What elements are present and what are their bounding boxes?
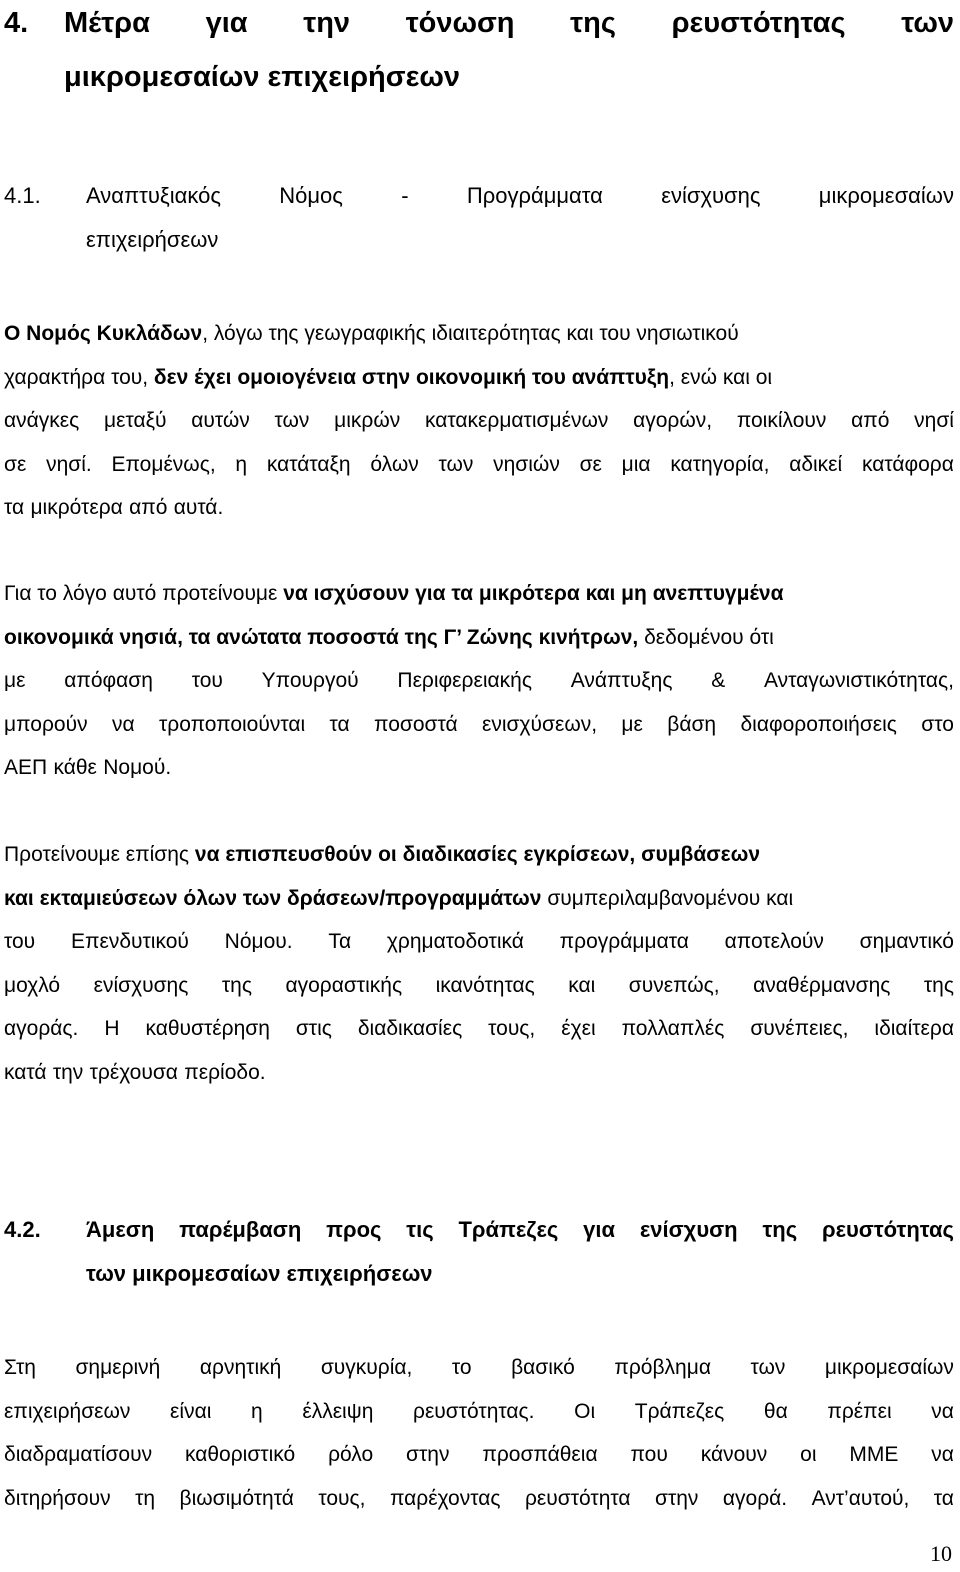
word: απόφαση (64, 669, 153, 692)
word: τους, (488, 1017, 536, 1040)
paragraph-line (4, 703, 954, 747)
word: στο (921, 712, 954, 736)
word: συνεπώς, (628, 973, 720, 997)
word: του (4, 930, 36, 953)
section-title-line-2: μικρομεσαίων επιχειρήσεων (64, 61, 460, 93)
paragraph-line (4, 920, 954, 964)
word: σημερινή (75, 1356, 161, 1379)
word: αγορά. (722, 1486, 788, 1510)
word: με (4, 669, 26, 692)
section-4-1-heading (4, 174, 954, 262)
paragraph-1 (4, 312, 954, 530)
word: προγράμματα (559, 930, 689, 953)
word: Νόμου. (224, 930, 293, 953)
word: μικρών (334, 409, 401, 432)
paragraph-line: και εκταμιεύσεων όλων των δράσεων/προγραμμάτων συμπεριλαμβανομένου και (4, 886, 794, 910)
word: τρέχουσα (89, 1060, 178, 1084)
word: στις (295, 1017, 332, 1040)
word: διαφοροποιήσεις (740, 712, 897, 736)
word: την (52, 1060, 84, 1084)
word: έλλειψη (302, 1399, 374, 1423)
word: Υπουργού (261, 669, 359, 692)
word: να (111, 712, 135, 736)
section-4-2-heading (4, 1208, 954, 1296)
word: κατάταξη (266, 452, 351, 476)
paragraph-2 (4, 572, 954, 790)
word: έχει (561, 1017, 596, 1040)
word: κατηγορία, (670, 452, 770, 476)
word: σημαντικό (859, 930, 954, 953)
word: αποτελούν (724, 930, 824, 953)
word: στην (654, 1486, 699, 1510)
word: αγοράς. (4, 1017, 79, 1040)
word: θα (763, 1399, 788, 1423)
word: περίοδο. (184, 1060, 266, 1084)
word: μοχλό (4, 973, 61, 997)
word: που (630, 1443, 668, 1466)
paragraph-line: χαρακτήρα του, δεν έχει ομοιογένεια στην οικονομική του ανάπτυξη, ενώ και οι (4, 365, 773, 389)
word: με (621, 712, 643, 736)
word: καθυστέρηση (145, 1017, 270, 1040)
word: ενίσχυσης (93, 973, 189, 997)
paragraph-line: Προτείνουμε επίσης να επισπευσθούν οι διαδικασίες εγκρίσεων, συμβάσεων (4, 843, 761, 866)
word: προσπάθεια (482, 1443, 598, 1466)
word: ρευστότητας. (413, 1399, 535, 1423)
paragraph-3 (4, 833, 954, 1094)
word: των (274, 409, 310, 432)
word: Τα (328, 930, 352, 953)
word: συνέπειες, (750, 1017, 849, 1040)
word: Στη (4, 1356, 36, 1379)
word: στην (406, 1443, 450, 1466)
word: πρόβλημα (614, 1356, 711, 1379)
word: μικρότερα (30, 496, 123, 519)
word: ανάγκες (4, 409, 80, 432)
word: & (711, 669, 726, 692)
word: ρόλο (328, 1443, 374, 1466)
word: η (235, 452, 248, 476)
subsection-number: 4.1. (4, 183, 41, 208)
word: Η (104, 1017, 120, 1040)
paragraph-line (4, 1007, 954, 1051)
word: όλων (370, 452, 419, 476)
paragraph-line (4, 659, 954, 703)
word: διαδικασίες (357, 1017, 463, 1040)
word: η (251, 1399, 263, 1423)
word: Περιφερειακής (397, 669, 532, 692)
word: και (568, 973, 596, 997)
section-4-heading (4, 0, 954, 104)
word: ενισχύσεων, (482, 712, 598, 736)
word: των (750, 1356, 786, 1379)
word: μια (621, 452, 651, 476)
word: είναι (170, 1399, 212, 1423)
word: της (923, 973, 954, 997)
paragraph-line (4, 399, 954, 443)
word: τα (4, 496, 25, 519)
word: χρηματοδοτικά (386, 930, 524, 953)
word: σε (4, 452, 27, 476)
word: οι (800, 1443, 817, 1466)
section-number: 4. (4, 7, 29, 39)
word: του (191, 669, 223, 692)
word: κατάφορα (861, 452, 954, 476)
paragraph-line: Ο Νομός Κυκλάδων, λόγω της γεωγραφικής ιδιαιτερότητας και του νησιωτικού (4, 322, 739, 345)
subsection-title-line-2: των μικρομεσαίων επιχειρήσεων (86, 1261, 433, 1286)
word: Επομένως, (111, 452, 216, 476)
word: το (451, 1356, 472, 1379)
word: βασικό (511, 1356, 575, 1379)
subsection-number: 4.2. (4, 1217, 41, 1242)
paragraph-line (4, 486, 954, 530)
word: ΑΕΠ (4, 756, 48, 779)
word: Αντ’αυτού, (811, 1486, 910, 1510)
word: σε (579, 452, 602, 476)
page-number: 10 (930, 1541, 952, 1566)
subsection-title-line-1: Άμεση παρέμβαση προς τις Τράπεζες για ενίσχυση της ρευστότητας (86, 1217, 954, 1242)
word: διτηρήσουν (4, 1486, 111, 1510)
word: παρέχοντας (389, 1486, 501, 1510)
word: Τράπεζες (634, 1399, 725, 1423)
paragraph-line (4, 1433, 954, 1477)
word: νησί. (46, 452, 92, 476)
word: πρέπει (827, 1399, 892, 1423)
word: ιδιαίτερα (874, 1017, 954, 1040)
word: αγορών, (633, 409, 713, 432)
word: τα (933, 1486, 954, 1510)
word: ρευστότητα (524, 1486, 631, 1510)
word: κατακερματισμένων (424, 409, 609, 432)
word: μεταξύ (104, 409, 167, 432)
word: ποικίλουν (736, 409, 827, 432)
paragraph-line (4, 443, 954, 487)
word: συγκυρία, (320, 1356, 413, 1379)
word: τα (329, 712, 350, 736)
word: βιωσιμότητά (179, 1486, 294, 1510)
paragraph-line (4, 1051, 954, 1095)
word: Νομού. (103, 756, 172, 779)
word: μπορούν (4, 712, 88, 736)
subsection-title-line-1: Αναπτυξιακός Νόμος - Προγράμματα ενίσχυσης μικρομεσαίων (86, 183, 954, 208)
word: Επενδυτικού (70, 930, 189, 953)
word: αυτών (191, 409, 250, 432)
paragraph-4 (4, 1346, 954, 1520)
word: ΜΜΕ (849, 1443, 899, 1466)
paragraph-line: οικονομικά νησιά, τα ανώτατα ποσοστά της Γ’ Ζώνης κινήτρων, δεδομένου ότι (4, 625, 774, 649)
word: τους, (318, 1486, 366, 1510)
word: αυτά. (173, 496, 224, 519)
word: της (221, 973, 252, 997)
word: βάση (667, 712, 717, 736)
paragraph-line (4, 964, 954, 1008)
subsection-title-line-2: επιχειρήσεων (86, 227, 219, 252)
word: Ανταγωνιστικότητας, (764, 669, 954, 692)
word: τη (135, 1486, 156, 1510)
word: ικανότητας (435, 973, 535, 997)
paragraph-line (4, 1390, 954, 1434)
word: από (129, 496, 168, 519)
word: των (438, 452, 474, 476)
word: αναθέρμανσης (753, 973, 891, 997)
word: κάθε (53, 756, 97, 779)
word: από (851, 409, 890, 432)
word: ποσοστά (374, 712, 458, 736)
word: να (931, 1399, 954, 1423)
word: διαδραματίσουν (4, 1443, 153, 1466)
word: πολλαπλές (621, 1017, 725, 1040)
section-title-line-1: Μέτρα για την τόνωση της ρευστότητας των (64, 7, 954, 39)
paragraph-line (4, 1346, 954, 1390)
word: Οι (574, 1399, 596, 1423)
word: μικρομεσαίων (824, 1356, 954, 1379)
word: νησιών (493, 452, 560, 476)
word: κατά (4, 1060, 47, 1084)
word: αγοραστικής (285, 973, 403, 997)
paragraph-line (4, 746, 954, 790)
word: επιχειρήσεων (4, 1399, 131, 1423)
paragraph-line: Για το λόγο αυτό προτείνουμε να ισχύσουν για τα μικρότερα και μη ανεπτυγμένα (4, 582, 784, 605)
word: αδικεί (789, 452, 843, 476)
word: αρνητική (199, 1356, 282, 1379)
paragraph-line (4, 1477, 954, 1521)
word: να (931, 1443, 954, 1466)
word: καθοριστικό (184, 1443, 296, 1466)
word: νησί (914, 409, 954, 432)
word: κάνουν (700, 1443, 768, 1466)
word: τροποποιούνται (158, 712, 306, 736)
word: Ανάπτυξης (570, 669, 673, 692)
